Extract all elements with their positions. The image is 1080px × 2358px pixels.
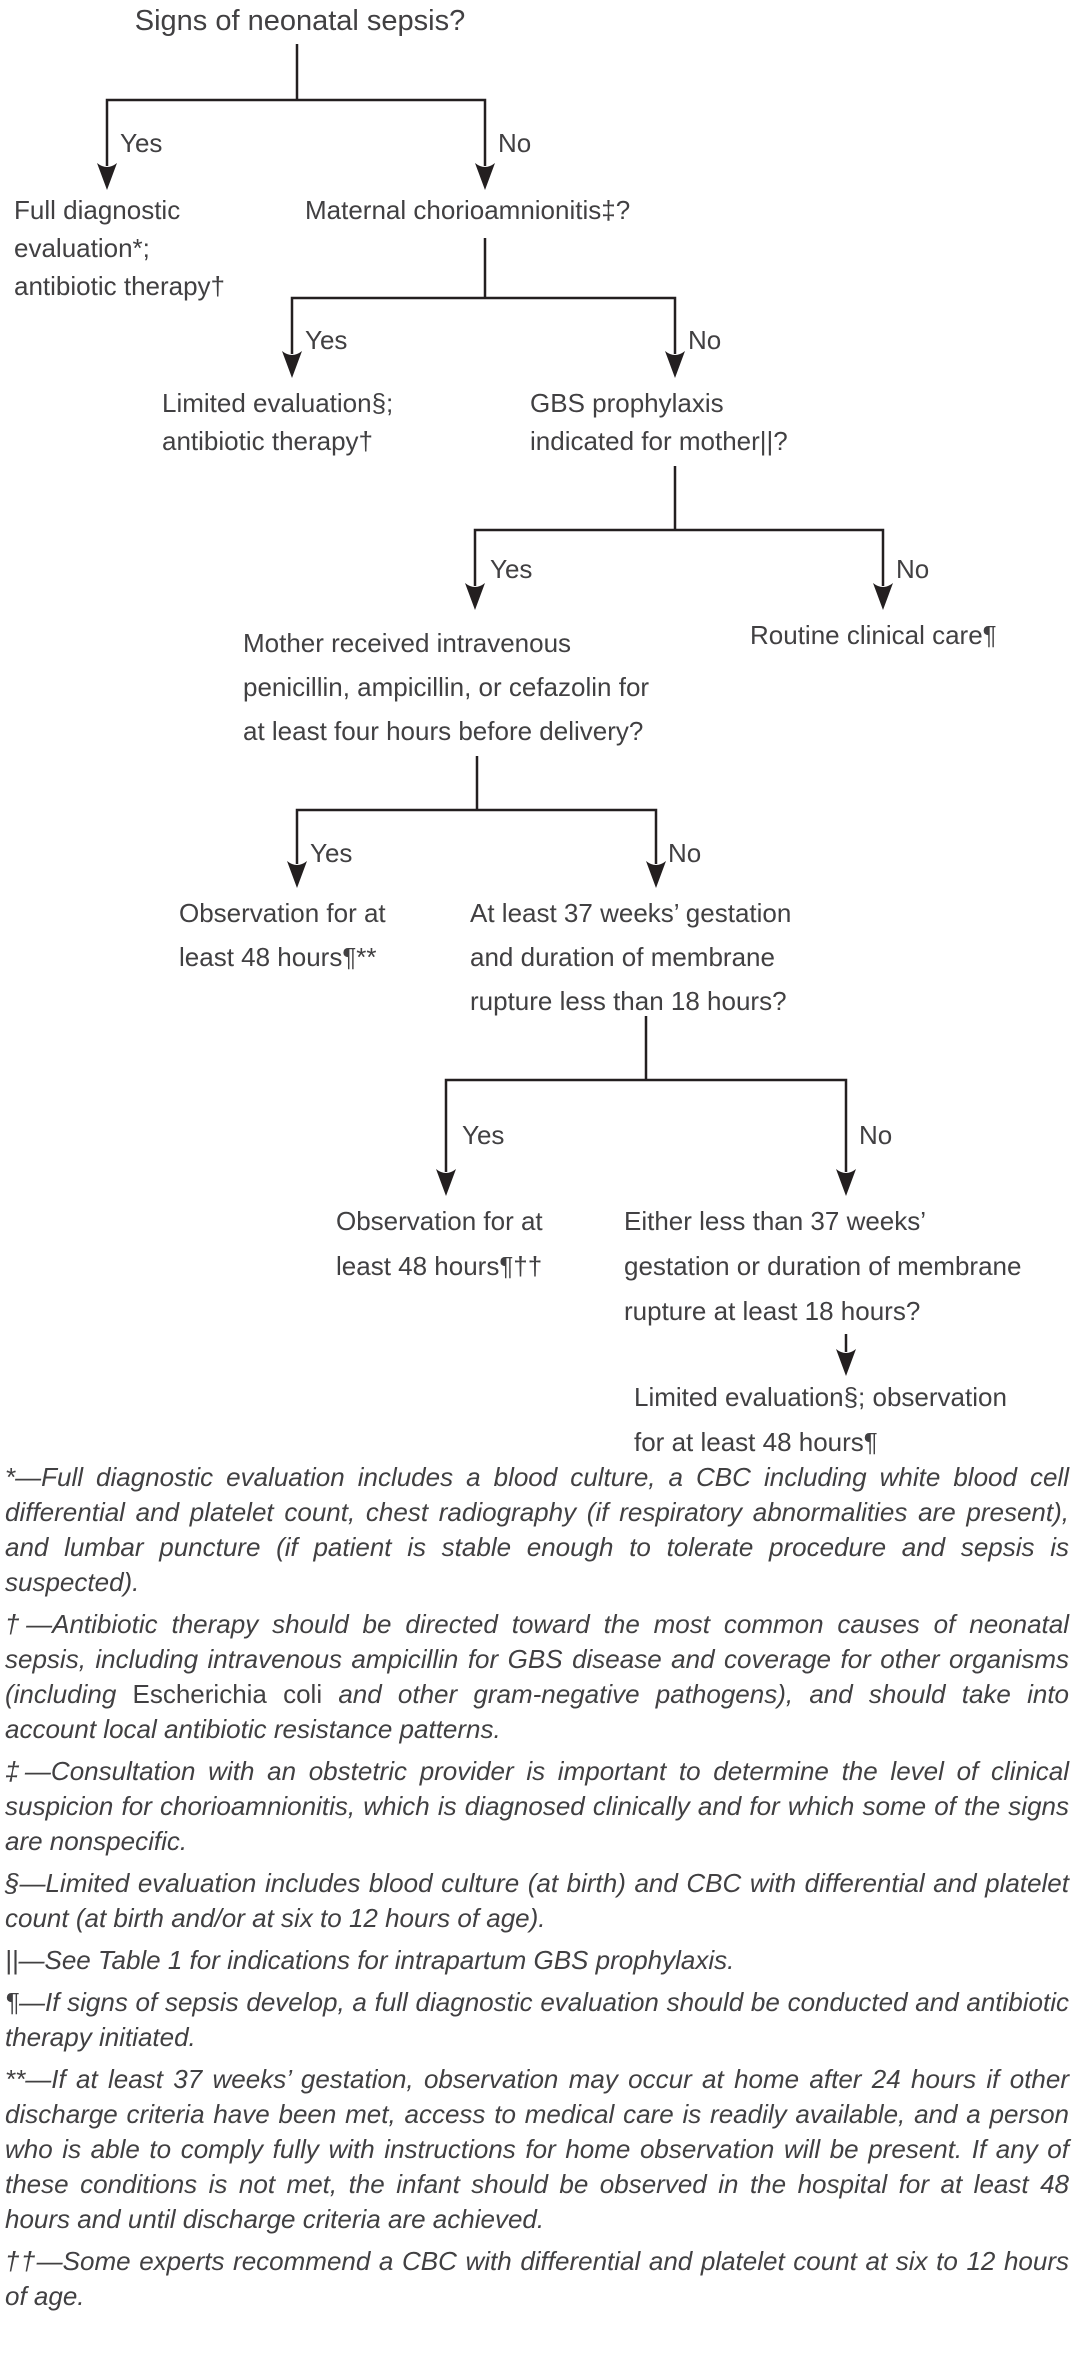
node-line: least 48 hours¶†† [336,1251,543,1281]
branch-label-no-3: No [896,554,930,584]
node-line: Limited evaluation§; observation [634,1382,1007,1412]
node-line: rupture less than 18 hours? [470,986,787,1016]
arrowhead-icon [97,163,117,190]
footnote-text: †—Antibiotic therapy should be directed toward the most common causes of neonatal sepsis, including intravenous ampicillin for GBS disease and coverage for other organisms (including [5,1609,1069,1709]
node-either-less-37-weeks-question [624,1199,1021,1334]
footnote [5,2062,1069,2237]
branch-level-2-line [292,238,675,354]
branch-label-no-1: No [498,128,532,158]
footnote-text-roman: Escherichia coli [132,1679,323,1709]
arrowhead-icon [465,583,485,610]
node-full-diagnostic-evaluation [14,191,225,305]
node-at-least-37-weeks-question [470,891,791,1023]
arrowhead-icon [287,861,307,888]
node-line: antibiotic therapy† [14,271,226,301]
node-line: Observation for at [179,898,386,928]
node-line: At least 37 weeks’ gestation [470,898,792,928]
footnote [5,1866,1069,1936]
footnote-text: ‡—Consultation with an obstetric provider is important to determine the level of clinical suspicion for chorioamnionitis, which is diagnosed clinically and for which some of the signs are nonspecific. [5,1756,1069,1856]
footnote [5,1943,1069,1978]
arrowhead-icon [665,351,685,378]
node-line: rupture at least 18 hours? [624,1296,921,1326]
footnote-text: ¶—If signs of sepsis develop, a full diagnostic evaluation should be conducted and antibiotic therapy initiated. [5,1987,1069,2052]
footnote-text: **—If at least 37 weeks’ gestation, observation may occur at home after 24 hours if other discharge criteria have been met, access to medical care is readily available, and a person who is able to comply fully with instructions for home observation will be present. If any of these conditions is not met, the infant should be observed in the hospital for at least 48 hours and until discharge criteria are achieved. [5,2064,1069,2234]
node-line: Observation for at [336,1206,543,1236]
node-line: at least four hours before delivery? [243,716,644,746]
node-mother-received-iv-question [243,621,649,753]
node-line: Either less than 37 weeks’ [624,1206,927,1236]
node-line: antibiotic therapy† [162,426,374,456]
footnote [5,2244,1069,2314]
arrowhead-icon [475,163,495,190]
node-limited-evaluation-observation [634,1375,1007,1465]
footnote-text: ††—Some experts recommend a CBC with differential and platelet count at six to 12 hours of age. [5,2246,1069,2311]
arrowhead-icon [836,1169,856,1196]
branch-level-5-line [446,1016,846,1172]
node-observation-48-hours-star [179,891,386,979]
node-line: Maternal chorioamnionitis‡? [305,195,631,225]
branch-label-yes-4: Yes [310,838,353,868]
node-routine-clinical-care [750,616,997,654]
node-maternal-chorioamnionitis [305,191,630,229]
node-root-question [50,4,550,38]
branch-label-no-5: No [859,1120,893,1150]
node-line: Full diagnostic [14,195,181,225]
branch-level-1-line [107,44,485,166]
footnote [5,1460,1069,1600]
arrowhead-icon [836,1349,856,1376]
arrowhead-icon [646,861,666,888]
node-line: Limited evaluation§; [162,388,394,418]
branch-label-yes-3: Yes [490,554,533,584]
footnote-text: *—Full diagnostic evaluation includes a blood culture, a CBC including white blood cell differential and platelet count, chest radiography (if respiratory abnormalities are present), and lumbar puncture (if patient is stable enough to tolerate procedure and sepsis is suspected). [5,1462,1069,1597]
node-line: penicillin, ampicillin, or cefazolin for [243,672,650,702]
footnote [5,1985,1069,2055]
branch-label-yes-1: Yes [120,128,163,158]
footnote-text: and other gram-negative pathogens), and should take into account local antibiotic resistance patterns. [5,1679,1069,1744]
node-line: Routine clinical care¶ [750,620,997,650]
footnote [5,1754,1069,1859]
node-line: Mother received intravenous [243,628,572,658]
arrowhead-icon [873,583,893,610]
arrowheads [97,163,893,1376]
branch-level-3-line [475,466,883,586]
branch-label-yes-5: Yes [462,1120,505,1150]
node-gbs-prophylaxis-question [530,384,788,460]
node-line: evaluation*; [14,233,150,263]
footnote [5,1607,1069,1747]
node-limited-evaluation-antibiotic [162,384,393,460]
node-line: for at least 48 hours¶ [634,1427,878,1457]
branch-label-no-4: No [668,838,702,868]
branch-label-no-2: No [688,325,722,355]
branch-label-yes-2: Yes [305,325,348,355]
node-line: least 48 hours¶** [179,942,377,972]
node-line: gestation or duration of membrane [624,1251,1022,1281]
node-line: Signs of neonatal sepsis? [134,5,466,37]
node-observation-48-hours-doubledagger [336,1199,543,1289]
arrowhead-icon [282,351,302,378]
arrowhead-icon [436,1169,456,1196]
node-line: and duration of membrane [470,942,775,972]
footnote-text: §—Limited evaluation includes blood culture (at birth) and CBC with differential and platelet count (at birth and/or at six to 12 hours of age). [5,1868,1069,1933]
footnotes [5,1460,1069,2321]
node-line: indicated for mother||? [530,426,788,456]
footnote-text: ||—See Table 1 for indications for intrapartum GBS prophylaxis. [5,1945,735,1975]
node-line: GBS prophylaxis [530,388,724,418]
